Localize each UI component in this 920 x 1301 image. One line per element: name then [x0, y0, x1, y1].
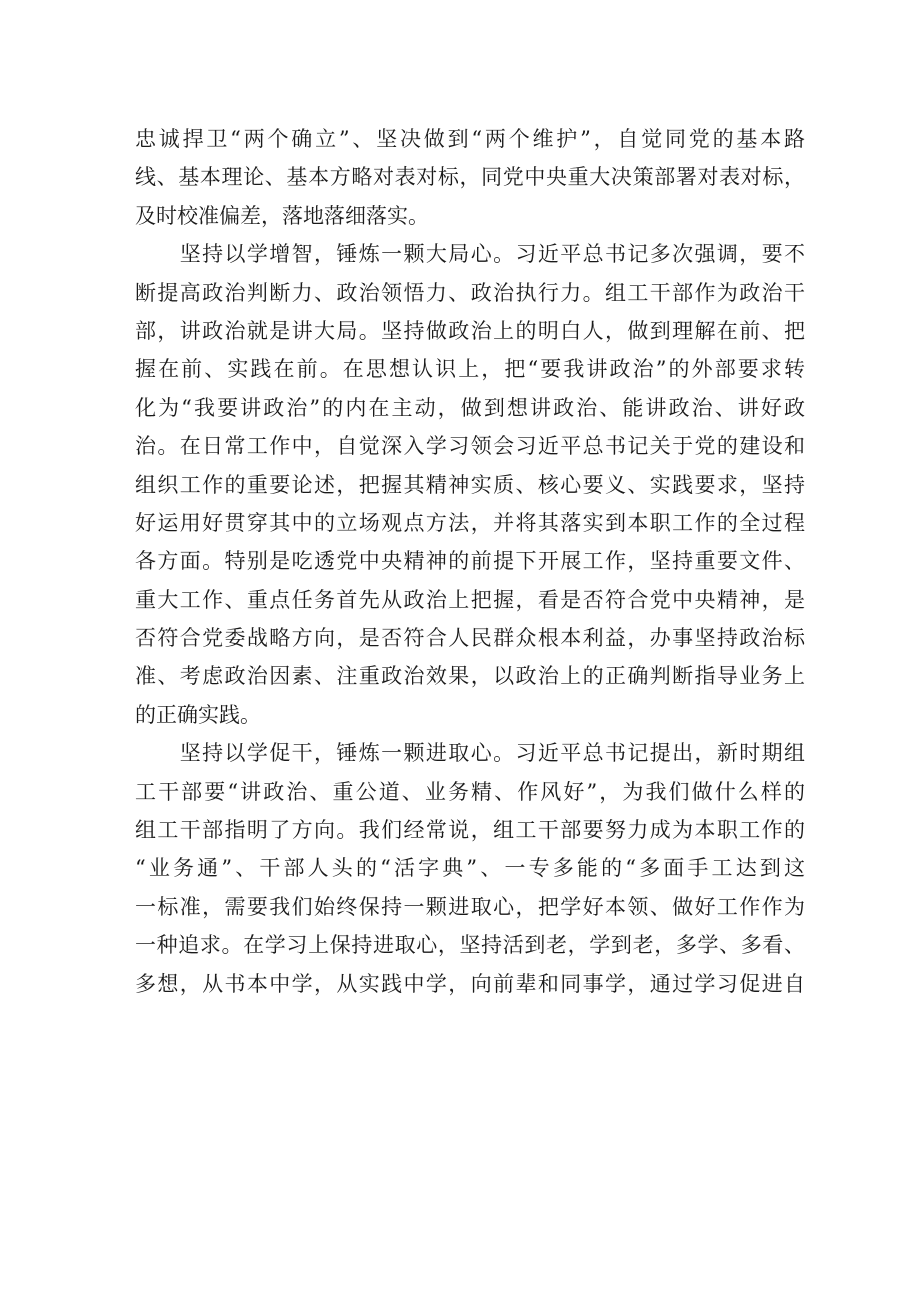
- text-line: 握在前、实践在前。在思想认识上，把“要我讲政治”的外部要求转: [135, 357, 805, 382]
- text-line: 线、基本理论、基本方略对表对标，同党中央重大决策部署对表对标，: [135, 165, 805, 190]
- text-line: 坚持以学增智，锤炼一颗大局心。习近平总书记多次强调，要不: [135, 242, 805, 267]
- text-line: 重大工作、重点任务首先从政治上把握，看是否符合党中央精神，是: [135, 587, 805, 612]
- text-line: 忠诚捍卫“两个确立”、坚决做到“两个维护”，自觉同党的基本路: [135, 127, 805, 151]
- text-line: “业务通”、干部人头的“活字典”、一专多能的“多面手工达到这: [135, 856, 805, 881]
- text-line: 各方面。特别是吃透党中央精神的前提下开展工作，坚持重要文件、: [135, 549, 805, 574]
- text-line: 断提高政治判断力、政治领悟力、政治执行力。组工干部作为政治干: [135, 280, 805, 305]
- text-line: 坚持以学促干，锤炼一颗进取心。习近平总书记提出，新时期组: [135, 741, 805, 766]
- text-line: 一标准，需要我们始终保持一颗进取心，把学好本领、做好工作作为: [135, 894, 805, 919]
- text-line: 否符合党委战略方向，是否符合人民群众根本利益，办事坚持政治标: [135, 626, 805, 651]
- text-line: 组工干部指明了方向。我们经常说，组工干部要努力成为本职工作的: [135, 818, 805, 843]
- text-line: 及时校准偏差，落地落细落实。: [135, 203, 429, 228]
- document-body: [135, 120, 805, 1003]
- text-line: 化为“我要讲政治”的内在主动，做到想讲政治、能讲政治、讲好政: [135, 395, 805, 420]
- text-line: 多想，从书本中学，从实践中学，向前辈和同事学，通过学习促进自: [135, 971, 805, 996]
- text-line: 治。在日常工作中，自觉深入学习领会习近平总书记关于党的建设和: [135, 434, 805, 459]
- text-line: 准、考虑政治因素、注重政治效果，以政治上的正确判断指导业务上: [135, 664, 805, 689]
- text-line: 一种追求。在学习上保持进取心，坚持活到老，学到老，多学、多看、: [135, 933, 805, 958]
- text-line: 好运用好贯穿其中的立场观点方法，并将其落实到本职工作的全过程: [135, 510, 805, 535]
- text-line: 组织工作的重要论述，把握其精神实质、核心要义、实践要求，坚持: [135, 472, 805, 497]
- text-line: 工干部要“讲政治、重公道、业务精、作风好”，为我们做什么样的: [135, 779, 805, 804]
- text-line: 的正确实践。: [135, 702, 261, 727]
- text-line: 部，讲政治就是讲大局。坚持做政治上的明白人，做到理解在前、把: [135, 318, 805, 343]
